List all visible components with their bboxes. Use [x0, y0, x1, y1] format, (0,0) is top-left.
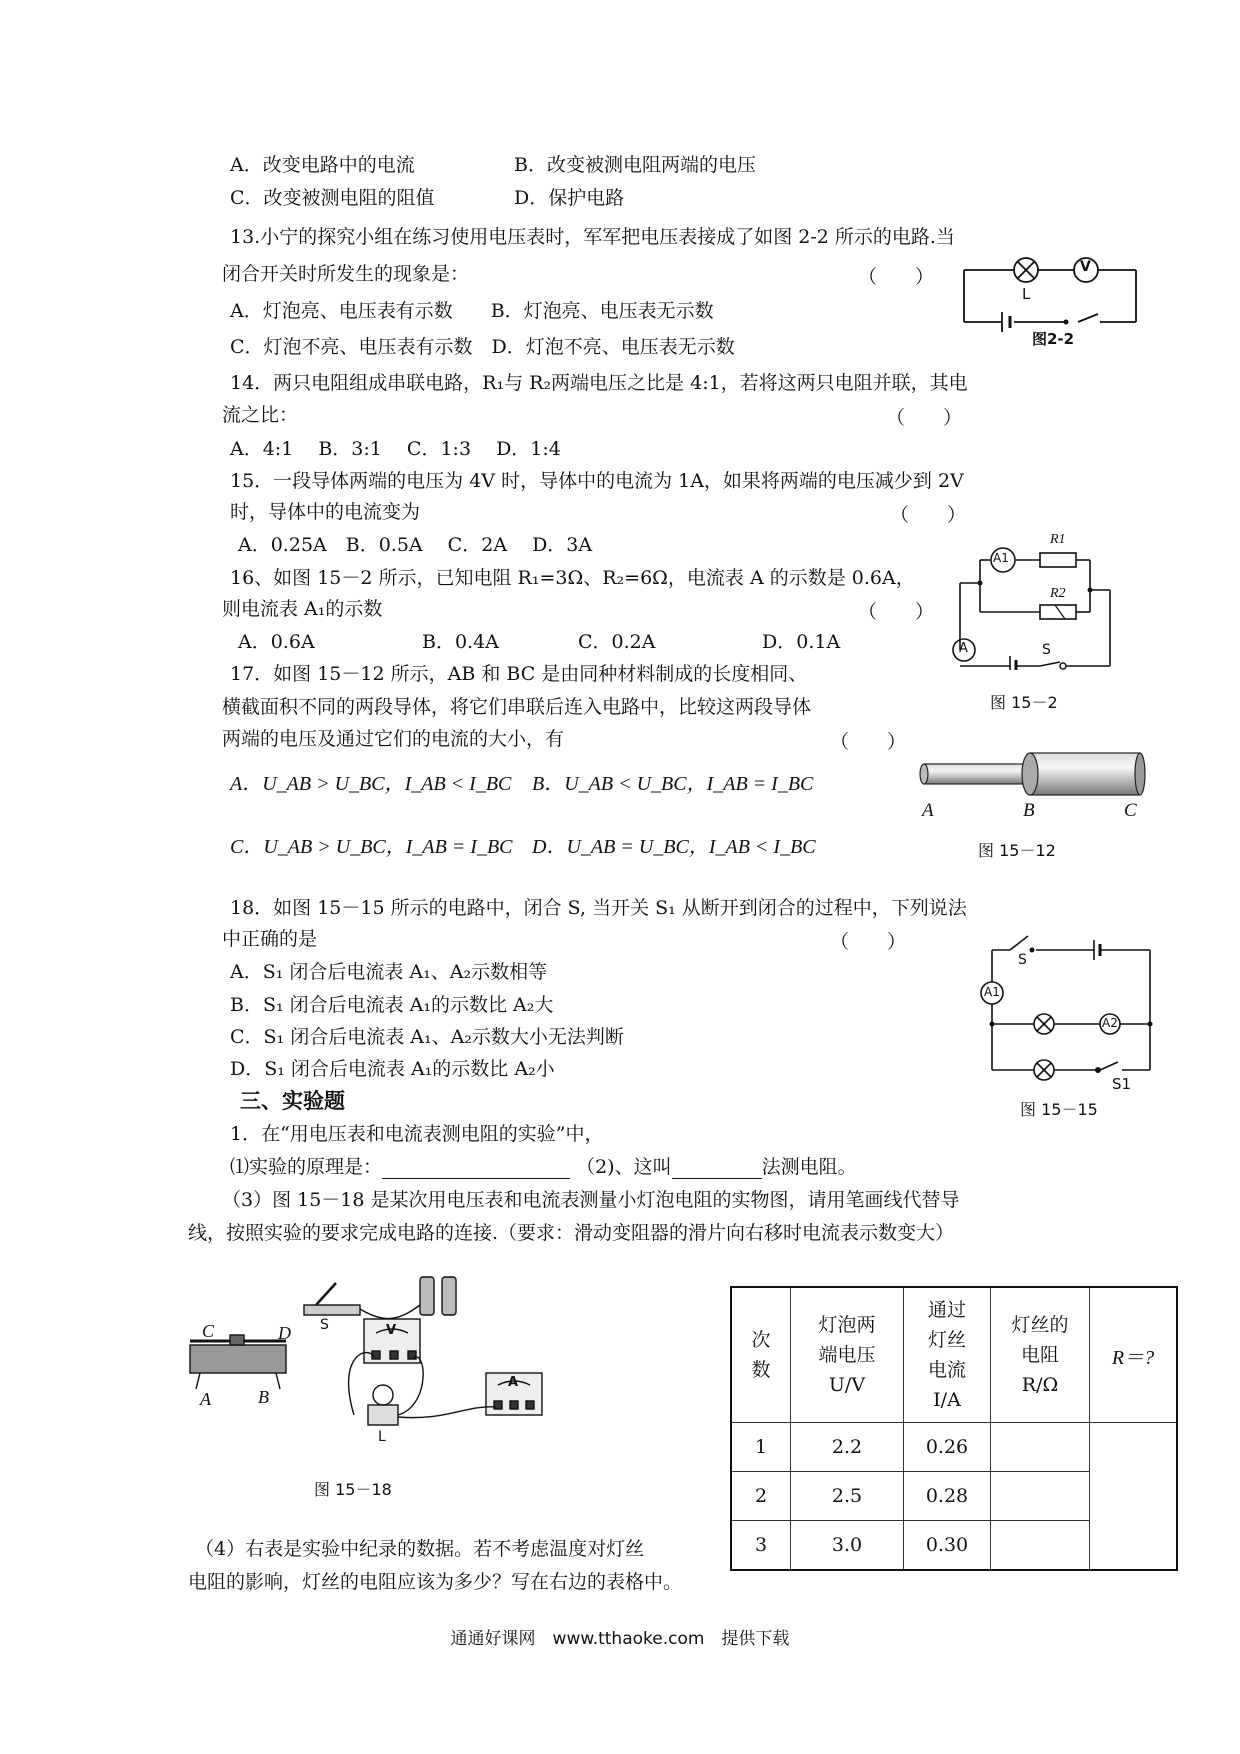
- figure-2-2-circuit: [960, 250, 1140, 350]
- q16-option-d: D．0.1A: [762, 631, 841, 653]
- table-header-resistance: 灯丝的 电阻 R/Ω: [991, 1287, 1090, 1423]
- experiment-q1-part3-line2: 线，按照实验的要求完成电路的连接.（要求：滑动变阻器的滑片向右移时电流表示数变大）: [188, 1222, 955, 1244]
- table-cell-current: 0.26: [904, 1423, 991, 1472]
- table-cell-voltage: 3.0: [791, 1521, 904, 1571]
- q16-answer-paren: （ ）: [858, 601, 935, 623]
- q15-options: A．0.25A B．0.5A C．2A D．3A: [238, 534, 593, 556]
- table-cell-current: 0.28: [904, 1472, 991, 1521]
- experiment-q1-part2-prefix: （2)、这叫: [576, 1156, 672, 1178]
- figure-15-18-am-label: A: [508, 1375, 519, 1390]
- q18-option-c: C．S₁ 闭合后电流表 A₁、A₂示数大小无法判断: [230, 1026, 624, 1048]
- figure-15-2-a-label: A: [959, 641, 968, 656]
- figure-2-2-caption: 图2-2: [1032, 330, 1075, 348]
- figure-15-18-a-label: A: [200, 1389, 211, 1409]
- q14-answer-paren: （ ）: [886, 407, 963, 429]
- figure-15-18-d-label: D: [278, 1323, 291, 1343]
- table-row: [731, 1423, 1177, 1472]
- figure-15-15-circuit: [970, 930, 1170, 1120]
- table-cell-resistance[interactable]: [991, 1472, 1090, 1521]
- q13-options-cd: C．灯泡不亮、电压表有示数 D．灯泡不亮、电压表无示数: [230, 336, 735, 358]
- page-footer: 通通好课网 www.tthaoke.com 提供下载: [450, 1629, 790, 1649]
- q16-option-b: B．0.4A: [422, 631, 499, 653]
- q13-stem-line2: 闭合开关时所发生的现象是：: [222, 263, 470, 285]
- experiment-q1-part4-line2: 电阻的影响，灯丝的电阻应该为多少？写在右边的表格中。: [188, 1571, 683, 1593]
- table-header-row: [731, 1287, 1177, 1423]
- q13-stem-line1: 13.小宁的探究小组在练习使用电压表时，军军把电压表接成了如图 2-2 所示的电路.当: [230, 226, 955, 248]
- q14-stem-line1: 14．两只电阻组成串联电路，R₁与 R₂两端电压之比是 4:1，若将这两只电阻并联，其电: [230, 372, 968, 394]
- figure-2-2-meter-label: V: [1080, 259, 1091, 275]
- q14-options: A．4:1 B．3:1 C．1:3 D．1:4: [230, 438, 561, 460]
- experiment-data-table: [730, 1286, 1178, 1571]
- experiment-q1-stem: 1．在“用电压表和电流表测电阻的实验”中，: [230, 1123, 604, 1145]
- figure-15-15-a1-label: A1: [984, 985, 1000, 999]
- figure-15-2-circuit: [950, 532, 1130, 712]
- q17-option-c: C．U_AB > U_BC，I_AB = I_BC: [230, 836, 513, 858]
- experiment-q1-part3-line1: （3）图 15－18 是某次用电压表和电流表测量小灯泡电阻的实物图，请用笔画线代替导: [222, 1189, 960, 1211]
- q12-option-b: B．改变被测电阻两端的电压: [514, 154, 756, 176]
- table-header-current: 通过 灯丝 电流 I/A: [904, 1287, 991, 1423]
- figure-15-18-b-label: B: [258, 1387, 269, 1407]
- figure-15-15-a2-label: A2: [1102, 1016, 1118, 1030]
- figure-15-18-v-label: V: [386, 1323, 397, 1338]
- q17-option-d: D．U_AB = U_BC，I_AB < I_BC: [532, 836, 816, 858]
- q18-option-d: D．S₁ 闭合后电流表 A₁的示数比 A₂小: [230, 1058, 555, 1080]
- section-3-heading: 三、实验题: [240, 1088, 345, 1113]
- figure-15-2-s-label: S: [1042, 642, 1051, 658]
- q17-option-a: A．U_AB > U_BC，I_AB < I_BC: [230, 773, 512, 795]
- table-cell-voltage: 2.5: [791, 1472, 904, 1521]
- figure-15-12-conductor: [918, 750, 1148, 860]
- table-cell-current: 0.30: [904, 1521, 991, 1571]
- figure-15-15-s1-label: S1: [1112, 1075, 1132, 1093]
- figure-15-2-r1-label: R1: [1050, 532, 1066, 547]
- q12-option-a: A．改变电路中的电流: [230, 154, 415, 176]
- method-blank[interactable]: [672, 1158, 762, 1179]
- q18-option-a: A．S₁ 闭合后电流表 A₁、A₂示数相等: [230, 961, 548, 983]
- q14-stem-line2: 流之比：: [222, 404, 299, 426]
- q16-option-c: C．0.2A: [578, 631, 656, 653]
- q15-stem-line2: 时，导体中的电流变为: [230, 501, 421, 523]
- figure-15-18-caption: 图 15－18: [314, 1480, 392, 1499]
- table-cell-index: 2: [731, 1472, 791, 1521]
- q17-stem-line2: 横截面积不同的两段导体，将它们串联后连入电路中，比较这两段导体: [222, 696, 812, 718]
- table-cell-average-resistance[interactable]: [1090, 1423, 1178, 1571]
- q15-stem-line1: 15．一段导体两端的电压为 4V 时，导体中的电流为 1A，如果将两端的电压减少到 2V: [230, 470, 964, 492]
- figure-15-18-l-label: L: [378, 1429, 386, 1445]
- q18-option-b: B．S₁ 闭合后电流表 A₁的示数比 A₂大: [230, 994, 554, 1016]
- figure-15-12-b-label: B: [1023, 800, 1035, 821]
- experiment-q1-part1-prefix: ⑴实验的原理是：: [230, 1156, 383, 1178]
- principle-blank[interactable]: [382, 1158, 570, 1179]
- figure-15-18-apparatus: [186, 1275, 606, 1515]
- experiment-q1-part1-2: [230, 1155, 857, 1179]
- figure-15-12-caption: 图 15－12: [978, 841, 1056, 860]
- table-header-voltage: 灯泡两 端电压 U/V: [791, 1287, 904, 1423]
- figure-15-2-a1-label: A1: [993, 551, 1009, 565]
- experiment-q1-part2-suffix: 法测电阻。: [761, 1156, 857, 1178]
- figure-15-18-s-label: S: [320, 1317, 329, 1333]
- table-header-average: R＝?: [1090, 1287, 1178, 1423]
- table-cell-resistance[interactable]: [991, 1423, 1090, 1472]
- q13-answer-paren: （ ）: [858, 266, 935, 288]
- figure-15-15-s-label: S: [1018, 952, 1027, 968]
- table-cell-index: 1: [731, 1423, 791, 1472]
- table-header-index: 次 数: [731, 1287, 791, 1423]
- q17-stem-line1: 17．如图 15－12 所示，AB 和 BC 是由同种材料制成的长度相同、: [230, 663, 808, 685]
- figure-15-12-a-label: A: [922, 800, 934, 821]
- q15-answer-paren: （ ）: [890, 504, 967, 526]
- q18-stem-line2: 中正确的是: [222, 928, 318, 950]
- figure-15-2-caption: 图 15－2: [990, 693, 1058, 712]
- table-cell-voltage: 2.2: [791, 1423, 904, 1472]
- q16-option-a: A．0.6A: [238, 631, 315, 653]
- q16-stem-line1: 16、如图 15－2 所示，已知电阻 R₁=3Ω、R₂=6Ω，电流表 A 的示数是 0.6A，: [230, 567, 915, 589]
- q18-answer-paren: （ ）: [830, 931, 907, 953]
- figure-15-15-caption: 图 15－15: [1020, 1100, 1098, 1119]
- q12-option-c: C．改变被测电阻的阻值: [230, 187, 435, 209]
- q13-options-ab: A．灯泡亮、电压表有示数 B．灯泡亮、电压表无示数: [230, 300, 714, 322]
- figure-15-2-r2-label: R2: [1050, 586, 1066, 601]
- figure-15-12-c-label: C: [1124, 800, 1137, 821]
- table-cell-resistance[interactable]: [991, 1521, 1090, 1571]
- figure-15-18-c-label: C: [202, 1321, 215, 1341]
- q16-stem-line2: 则电流表 A₁的示数: [222, 598, 383, 620]
- q17-answer-paren: （ ）: [830, 731, 907, 753]
- table-cell-index: 3: [731, 1521, 791, 1571]
- figure-2-2-lamp-label: L: [1022, 285, 1031, 303]
- experiment-q1-part4-line1: （4）右表是实验中纪录的数据。若不考虑温度对灯丝: [195, 1538, 645, 1560]
- q17-option-b: B．U_AB < U_BC，I_AB = I_BC: [532, 773, 814, 795]
- q18-stem-line1: 18．如图 15－15 所示的电路中，闭合 S, 当开关 S₁ 从断开到闭合的过程中，下列说法: [230, 897, 967, 919]
- q17-stem-line3: 两端的电压及通过它们的电流的大小，有: [222, 728, 565, 750]
- q12-option-d: D．保护电路: [514, 187, 625, 209]
